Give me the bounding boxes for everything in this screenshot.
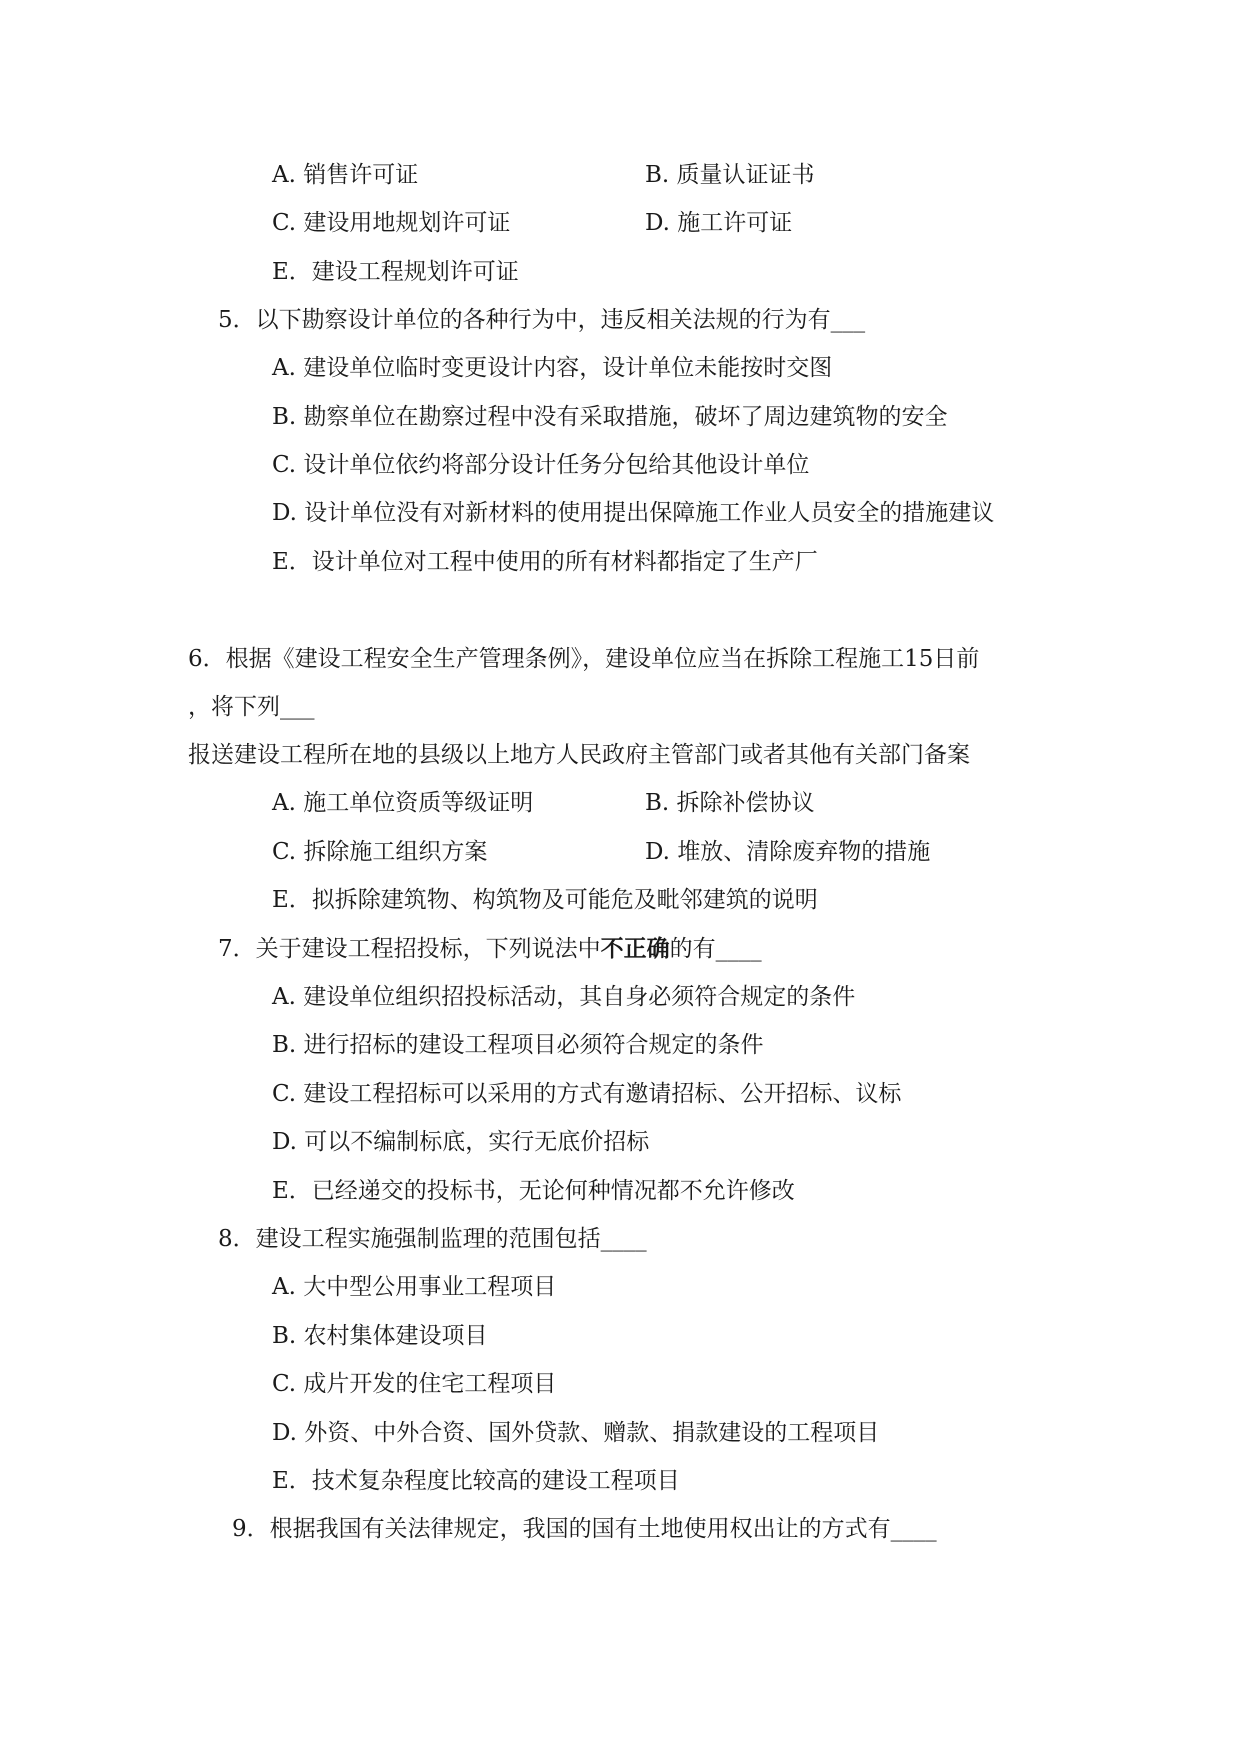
q7-stem xyxy=(218,934,762,964)
q4-option-d: D. 施工许可证 xyxy=(645,210,793,236)
q8-option-b: B. 农村集体建设项目 xyxy=(272,1323,488,1349)
q4-option-a: A. 销售许可证 xyxy=(272,162,419,188)
q8-option-a: A. 大中型公用事业工程项目 xyxy=(272,1274,557,1300)
q7-option-c: C. 建设工程招标可以采用的方式有邀请招标、公开招标、议标 xyxy=(272,1081,902,1107)
q6-stem-line1: 6．根据《建设工程安全生产管理条例》，建设单位应当在拆除工程施工15日前 xyxy=(188,646,980,672)
q7-option-e: E．已经递交的投标书，无论何种情况都不允许修改 xyxy=(272,1178,795,1204)
q6-stem-line2: ，将下列___ xyxy=(188,694,315,720)
q4-option-b: B. 质量认证证书 xyxy=(645,162,815,188)
q6-option-c: C. 拆除施工组织方案 xyxy=(272,839,488,865)
q6-option-a: A. 施工单位资质等级证明 xyxy=(272,790,534,816)
q7-option-b: B. 进行招标的建设工程项目必须符合规定的条件 xyxy=(272,1032,764,1058)
q5-option-e: E．设计单位对工程中使用的所有材料都指定了生产厂 xyxy=(272,549,818,575)
q8-option-c: C. 成片开发的住宅工程项目 xyxy=(272,1371,557,1397)
q7-option-a: A. 建设单位组织招投标活动，其自身必须符合规定的条件 xyxy=(272,984,856,1010)
q6-stem-line3: 报送建设工程所在地的县级以上地方人民政府主管部门或者其他有关部门备案 xyxy=(188,742,970,768)
q7-stem-after: 的有____ xyxy=(669,936,762,962)
q6-option-d: D. 堆放、清除废弃物的措施 xyxy=(645,839,931,865)
q7-stem-before: 7．关于建设工程招投标，下列说法中 xyxy=(218,936,601,962)
q5-option-a: A. 建设单位临时变更设计内容，设计单位未能按时交图 xyxy=(272,355,833,381)
q5-option-d: D. 设计单位没有对新材料的使用提出保障施工作业人员安全的措施建议 xyxy=(272,500,995,526)
q4-option-e: E．建设工程规划许可证 xyxy=(272,259,519,285)
q6-option-b: B. 拆除补偿协议 xyxy=(645,790,815,816)
q6-option-e: E．拟拆除建筑物、构筑物及可能危及毗邻建筑的说明 xyxy=(272,887,818,913)
q8-option-e: E．技术复杂程度比较高的建设工程项目 xyxy=(272,1468,680,1494)
q5-stem: 5．以下勘察设计单位的各种行为中，违反相关法规的行为有___ xyxy=(218,307,866,333)
q9-stem: 9．根据我国有关法律规定，我国的国有土地使用权出让的方式有____ xyxy=(232,1516,937,1542)
q8-option-d: D. 外资、中外合资、国外贷款、赠款、捐款建设的工程项目 xyxy=(272,1420,880,1446)
q5-option-b: B. 勘察单位在勘察过程中没有采取措施，破坏了周边建筑物的安全 xyxy=(272,404,948,430)
q5-option-c: C. 设计单位依约将部分设计任务分包给其他设计单位 xyxy=(272,452,810,478)
q7-stem-emphasis: 不正确 xyxy=(600,936,670,962)
q7-option-d: D. 可以不编制标底，实行无底价招标 xyxy=(272,1129,650,1155)
q4-option-c: C. 建设用地规划许可证 xyxy=(272,210,511,236)
q8-stem: 8．建设工程实施强制监理的范围包括____ xyxy=(218,1226,647,1252)
